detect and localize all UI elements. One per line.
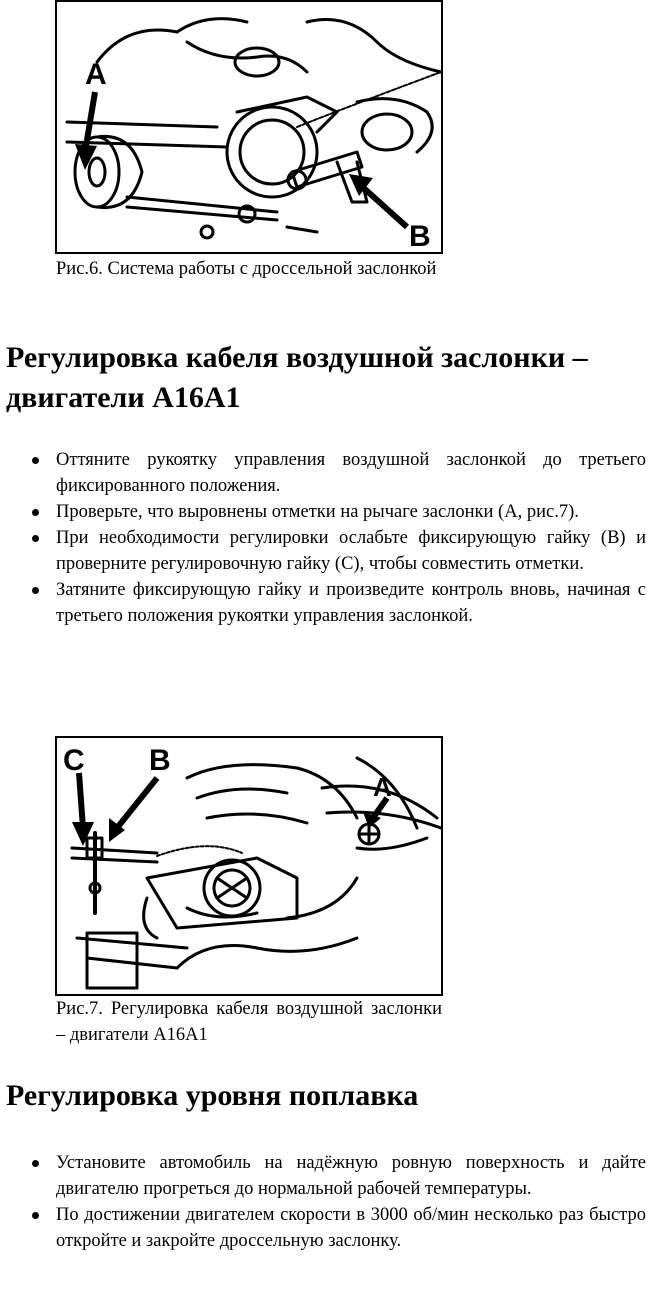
list-item: Оттяните рукоятку управления воздушной заслонкой до третьего фиксированного положения. <box>30 447 646 499</box>
section2-bullet-list <box>30 1150 646 1254</box>
choke-cable-illustration <box>57 738 441 994</box>
figure-7 <box>55 736 443 996</box>
list-item: Установите автомобиль на надёжную ровную поверхность и дайте двигателю прогреться до нормальной рабочей температуры. <box>30 1150 646 1202</box>
section2-title: Регулировка уровня поплавка <box>6 1079 419 1112</box>
figure6-label-a: A <box>85 58 107 91</box>
figure7-caption: Рис.7. Регулировка кабеля воздушной заслонки – двигатели A16A1 <box>56 999 442 1045</box>
section1-title: Регулировка кабеля воздушной заслонки – двигатели A16A1 <box>6 341 588 414</box>
list-item: По достижении двигателем скорости в 3000 об/мин несколько раз быстро откройте и закройте дроссельную заслонку. <box>30 1202 646 1254</box>
throttle-system-illustration <box>57 2 441 252</box>
list-item: При необходимости регулировки ослабьте фиксирующую гайку (В) и проверните регулировочную гайку (С), чтобы совместить отметки. <box>30 525 646 577</box>
figure7-label-a: A <box>373 772 392 802</box>
figure6-caption: Рис.6. Система работы с дроссельной заслонкой <box>56 259 437 279</box>
list-item: Проверьте, что выровнены отметки на рычаге заслонки (А, рис.7). <box>30 499 646 525</box>
figure7-label-b: B <box>149 744 171 777</box>
figure-6 <box>55 0 443 254</box>
list-item: Затяните фиксирующую гайку и произведите контроль вновь, начиная с третьего положения рукоятки управления заслонкой. <box>30 577 646 629</box>
section1-bullet-list <box>30 447 646 629</box>
figure6-label-b: B <box>409 220 431 252</box>
figure7-label-c: C <box>63 744 85 777</box>
